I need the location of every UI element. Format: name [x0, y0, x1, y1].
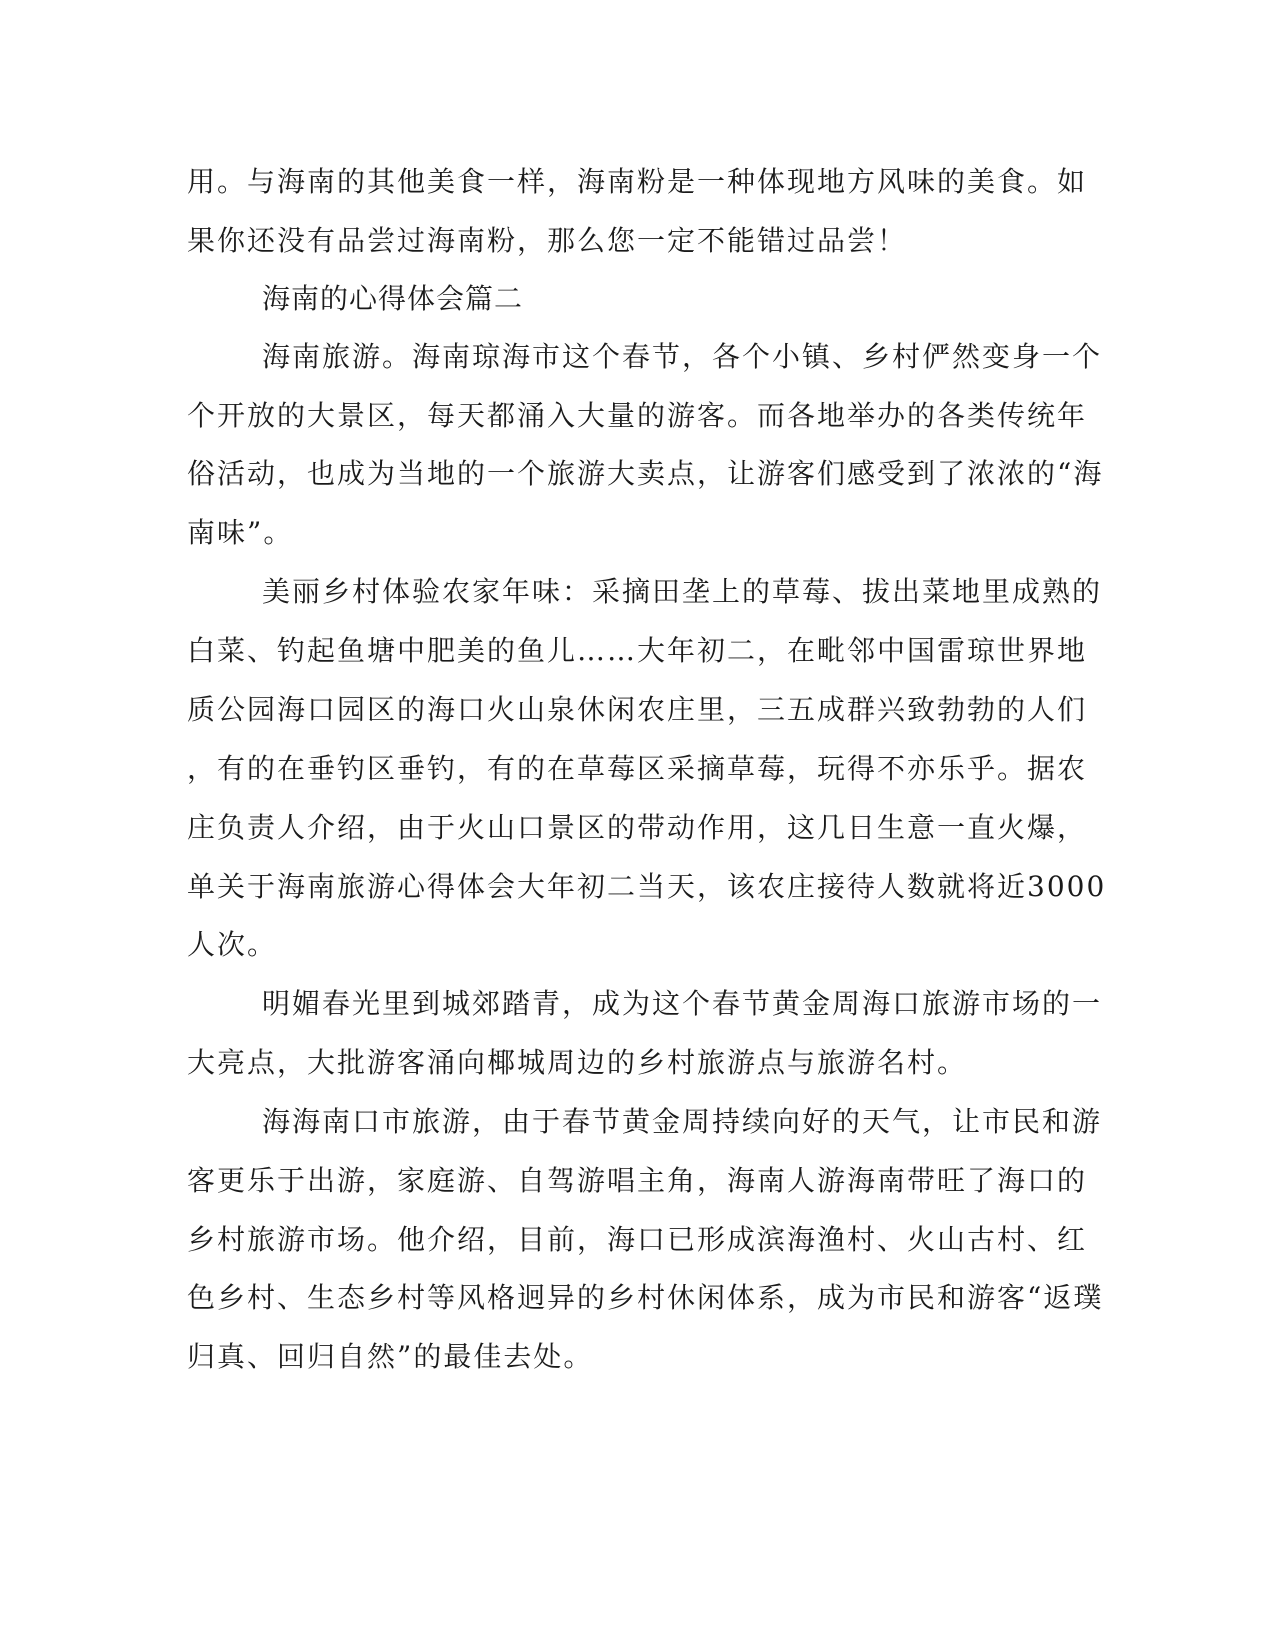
- paragraph-start-line: 海南旅游。海南琼海市这个春节，各个小镇、乡村俨然变身一个: [262, 340, 1103, 373]
- body-text-line: 客更乐于出游，家庭游、自驾游唱主角，海南人游海南带旺了海口的: [187, 1164, 1088, 1197]
- paragraph-start-line: 明媚春光里到城郊踏青，成为这个春节黄金周海口旅游市场的一: [262, 987, 1103, 1020]
- section-heading: 海南的心得体会篇二: [262, 282, 524, 315]
- body-text-line: 俗活动，也成为当地的一个旅游大卖点，让游客们感受到了浓浓的“海: [187, 457, 1104, 490]
- paragraph-start-line: 美丽乡村体验农家年味：采摘田垄上的草莓、拔出菜地里成熟的: [262, 575, 1103, 608]
- body-text-line: 色乡村、生态乡村等风格迥异的乡村休闲体系，成为市民和游客“返璞: [187, 1281, 1104, 1314]
- body-text-line: 大亮点，大批游客涌向椰城周边的乡村旅游点与旅游名村。: [187, 1046, 968, 1079]
- body-text-line: 质公园海口园区的海口火山泉休闲农庄里，三五成群兴致勃勃的人们: [187, 693, 1088, 726]
- body-text-line: 果你还没有品尝过海南粉，那么您一定不能错过品尝！: [187, 224, 908, 257]
- body-text-line: 白菜、钓起鱼塘中肥美的鱼儿……大年初二，在毗邻中国雷琼世界地: [187, 634, 1088, 667]
- body-text-line: 人次。: [187, 928, 278, 961]
- body-text-line: 单关于海南旅游心得体会大年初二当天，该农庄接待人数就将近3000: [187, 870, 1107, 903]
- body-text-line: ，有的在垂钓区垂钓，有的在草莓区采摘草莓，玩得不亦乐乎。据农: [187, 752, 1088, 785]
- body-text-line: 用。与海南的其他美食一样，海南粉是一种体现地方风味的美食。如: [187, 165, 1088, 198]
- paragraph-start-line: 海海南口市旅游，由于春节黄金周持续向好的天气，让市民和游: [262, 1105, 1103, 1138]
- body-text-line: 归真、回归自然”的最佳去处。: [187, 1340, 594, 1373]
- body-text-line: 庄负责人介绍，由于火山口景区的带动作用，这几日生意一直火爆，: [187, 811, 1088, 844]
- body-text-line: 乡村旅游市场。他介绍，目前，海口已形成滨海渔村、火山古村、红: [187, 1223, 1088, 1256]
- body-text-line: 南味”。: [187, 516, 294, 549]
- body-text-line: 个开放的大景区，每天都涌入大量的游客。而各地举办的各类传统年: [187, 399, 1088, 432]
